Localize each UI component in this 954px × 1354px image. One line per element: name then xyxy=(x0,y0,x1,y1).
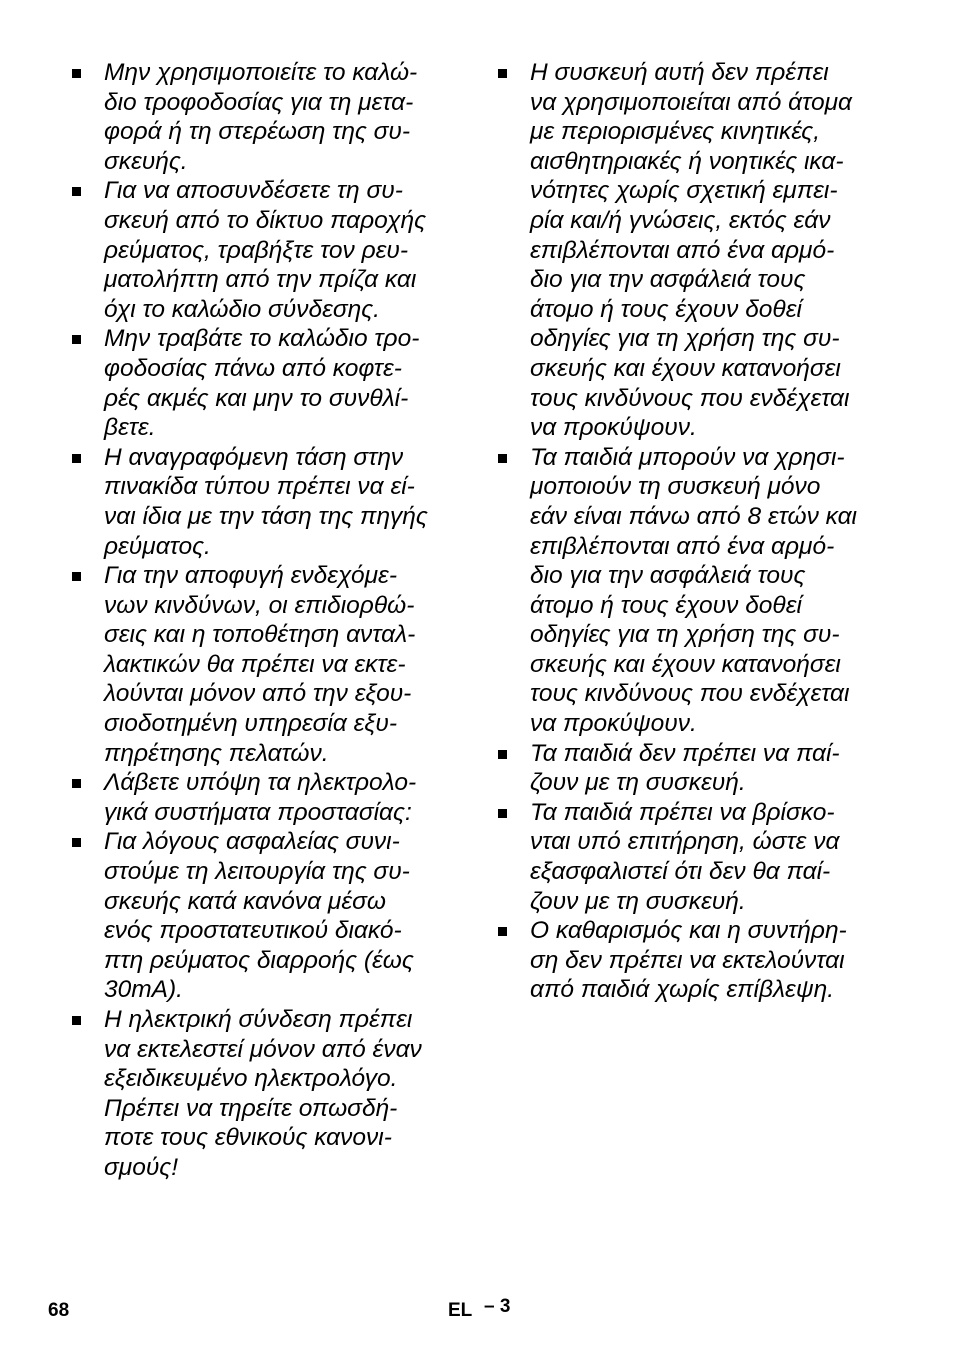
list-item xyxy=(72,1005,462,1183)
text-line: σμούς! xyxy=(104,1153,179,1181)
text-line: ρεύματος. xyxy=(104,532,211,560)
text-line: τους κινδύνους που ενδέχεται xyxy=(530,680,850,708)
text-line: 30mA). xyxy=(104,976,183,1004)
square-bullet-icon xyxy=(498,927,507,936)
text-line: Για την αποφυγή ενδεχόμε- xyxy=(104,562,397,590)
text-line: με περιορισμένες κινητικές, xyxy=(530,118,821,146)
text-line: εξειδικευμένο ηλεκτρολόγο. xyxy=(104,1065,398,1093)
text-line: να χρησιμοποιείται από άτομα xyxy=(530,88,852,116)
text-line: φοδοσίας πάνω από κοφτε- xyxy=(104,354,402,382)
text-line: Τα παιδιά μπορούν να χρησι- xyxy=(530,443,845,471)
square-bullet-icon xyxy=(72,838,81,847)
text-line: στούμε τη λειτουργία της συ- xyxy=(104,858,410,886)
square-bullet-icon xyxy=(72,335,81,344)
text-line: πηρέτησης πελατών. xyxy=(104,739,329,767)
text-line: άτομο ή τους έχουν δοθεί xyxy=(530,591,802,619)
text-line: ενός προστατευτικού διακό- xyxy=(104,917,402,945)
list-item xyxy=(72,443,462,561)
text-line: άτομο ή τους έχουν δοθεί xyxy=(530,295,802,323)
text-line: Ο καθαρισμός και η συντήρη- xyxy=(530,917,847,945)
square-bullet-icon xyxy=(498,454,507,463)
text-line: σκευής κατά κανόνα μέσω xyxy=(104,887,386,915)
text-line: λούνται μόνον από την εξου- xyxy=(104,680,412,708)
text-line: Για λόγους ασφαλείας συνι- xyxy=(104,828,400,856)
text-line: Μην χρησιμοποιείτε το καλώ- xyxy=(104,59,418,86)
text-line: ματολήπτη από την πρίζα και xyxy=(104,266,417,294)
bullet-text xyxy=(530,739,888,798)
square-bullet-icon xyxy=(72,572,81,581)
square-bullet-icon xyxy=(498,809,507,818)
text-line: γικά συστήματα προστασίας: xyxy=(104,798,412,826)
bullet-text xyxy=(104,1005,462,1183)
list-item xyxy=(72,176,462,324)
bullet-text xyxy=(104,768,462,827)
square-bullet-icon xyxy=(498,69,507,78)
bullet-text xyxy=(104,58,462,176)
list-item xyxy=(72,324,462,442)
text-line: επιβλέπονται από ένα αρμό- xyxy=(530,236,835,264)
text-line: ρία και/ή γνώσεις, εκτός εάν xyxy=(530,206,831,234)
text-line: ζουν με τη συσκευή. xyxy=(530,887,746,915)
text-line: να εκτελεστεί μόνον από έναν xyxy=(104,1035,422,1063)
list-item xyxy=(498,798,888,916)
bullet-text xyxy=(104,443,462,561)
text-line: Η συσκευή αυτή δεν πρέπει xyxy=(530,59,829,86)
text-line: νων κινδύνων, οι επιδιορθώ- xyxy=(104,591,415,619)
text-line: όχι το καλώδιο σύνδεσης. xyxy=(104,295,380,323)
bullet-text xyxy=(530,58,888,443)
text-line: Η ηλεκτρική σύνδεση πρέπει xyxy=(104,1006,413,1033)
text-line: ρεύματος, τραβήξτε τον ρευ- xyxy=(104,236,409,264)
text-line: από παιδιά χωρίς επίβλεψη. xyxy=(530,976,835,1004)
text-line: οδηγίες για τη χρήση της συ- xyxy=(530,325,840,353)
text-line: πτη ρεύματος διαρροής (έως xyxy=(104,946,414,974)
list-item xyxy=(72,768,462,827)
square-bullet-icon xyxy=(72,69,81,78)
bullet-text xyxy=(530,798,888,916)
list-item xyxy=(72,827,462,1005)
list-item xyxy=(498,58,888,443)
text-line: νται υπό επιτήρηση, ώστε να xyxy=(530,828,840,856)
text-line: διο τροφοδοσίας για τη μετα- xyxy=(104,88,414,116)
list-item xyxy=(498,739,888,798)
square-bullet-icon xyxy=(72,1016,81,1025)
text-line: πινακίδα τύπου πρέπει να εί- xyxy=(104,473,415,501)
text-line: σεις και η τοποθέτηση ανταλ- xyxy=(104,621,416,649)
text-line: Μην τραβάτε το καλώδιο τρο- xyxy=(104,325,420,353)
text-line: λακτικών θα πρέπει να εκτε- xyxy=(104,650,406,678)
text-line: ρές ακμές και μην το συνθλί- xyxy=(104,384,409,412)
square-bullet-icon xyxy=(498,750,507,759)
left-column xyxy=(72,58,462,1183)
text-line: ποτε τους εθνικούς κανονι- xyxy=(104,1124,392,1152)
text-line: ναι ίδια με την τάση της πηγής xyxy=(104,502,428,530)
text-line: Λάβετε υπόψη τα ηλεκτρολο- xyxy=(104,769,417,797)
square-bullet-icon xyxy=(72,454,81,463)
square-bullet-icon xyxy=(72,187,81,196)
text-line: οδηγίες για τη χρήση της συ- xyxy=(530,621,840,649)
text-line: σκευής. xyxy=(104,147,188,175)
bullet-text xyxy=(104,561,462,768)
text-line: νότητες χωρίς σχετική εμπει- xyxy=(530,177,838,205)
page-number: 68 xyxy=(48,1300,70,1321)
language-code: EL xyxy=(448,1300,473,1321)
bullet-text xyxy=(530,916,888,1005)
right-column xyxy=(498,58,888,1005)
text-line: ζουν με τη συσκευή. xyxy=(530,769,746,797)
text-line: να προκύψουν. xyxy=(530,414,697,442)
text-line: διο για την ασφάλειά τους xyxy=(530,266,806,294)
text-line: αισθητηριακές ή νοητικές ικα- xyxy=(530,147,844,175)
text-line: Πρέπει να τηρείτε οπωσδή- xyxy=(104,1094,398,1122)
list-item xyxy=(72,561,462,768)
text-line: Για να αποσυνδέσετε τη συ- xyxy=(104,177,403,205)
text-line: φορά ή τη στερέωση της συ- xyxy=(104,118,411,146)
bullet-text xyxy=(530,443,888,739)
section-number: – 3 xyxy=(484,1296,511,1317)
text-line: τους κινδύνους που ενδέχεται xyxy=(530,384,850,412)
text-line: να προκύψουν. xyxy=(530,710,697,738)
text-line: επιβλέπονται από ένα αρμό- xyxy=(530,532,835,560)
text-line: σκευής και έχουν κατανοήσει xyxy=(530,354,841,382)
text-line: σιοδοτημένη υπηρεσία εξυ- xyxy=(104,710,397,738)
text-line: Τα παιδιά πρέπει να βρίσκο- xyxy=(530,798,835,826)
text-line: εξασφαλιστεί ότι δεν θα παί- xyxy=(530,858,831,886)
list-item xyxy=(498,916,888,1005)
text-line: βετε. xyxy=(104,414,156,442)
square-bullet-icon xyxy=(72,779,81,788)
list-item xyxy=(498,443,888,739)
text-line: Τα παιδιά δεν πρέπει να παί- xyxy=(530,739,840,767)
bullet-text xyxy=(104,176,462,324)
text-line: ση δεν πρέπει να εκτελούνται xyxy=(530,946,845,974)
text-line: σκευής και έχουν κατανοήσει xyxy=(530,650,841,678)
text-line: μοποιούν τη συσκευή μόνο xyxy=(530,473,821,501)
list-item xyxy=(72,58,462,176)
text-line: σκευή από το δίκτυο παροχής xyxy=(104,206,426,234)
bullet-text xyxy=(104,827,462,1005)
text-line: εάν είναι πάνω από 8 ετών και xyxy=(530,502,857,530)
text-line: Η αναγραφόμενη τάση στην xyxy=(104,443,404,471)
text-line: διο για την ασφάλειά τους xyxy=(530,562,806,590)
bullet-text xyxy=(104,324,462,442)
